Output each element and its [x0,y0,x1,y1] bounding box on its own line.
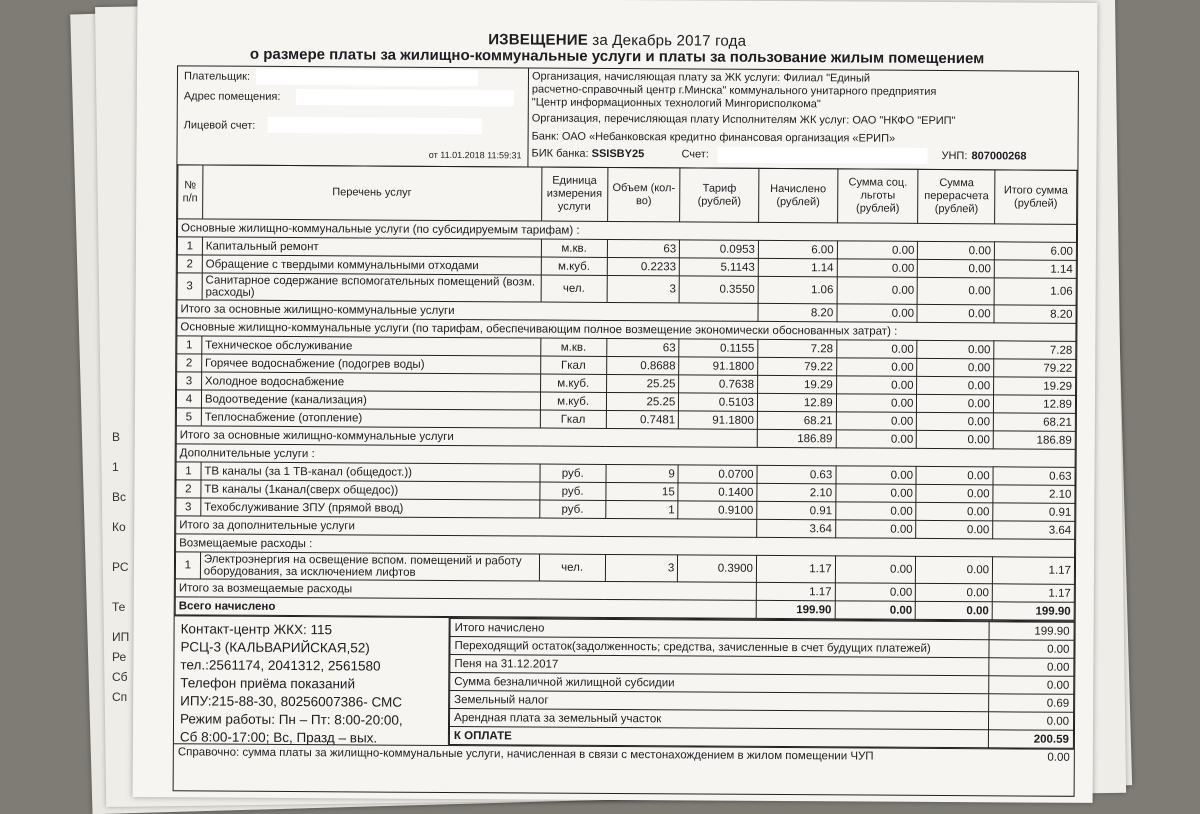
account-label: Лицевой счет: [183,119,256,132]
title-word: ИЗВЕЩЕНИЕ [488,31,589,49]
row-number: 1 [175,552,200,579]
back-sheet-text: Ко [112,520,126,534]
table-header-row [178,165,1077,224]
subtotal-benefit: 0.00 [837,304,918,322]
subtotal-label: Итого за дополнительные услуги [176,516,757,538]
grand-total-label: Всего начислено [175,597,756,619]
recalc-cell: 0.00 [917,394,994,412]
col-recalc: Сумма перерасчета (рублей) [918,169,995,223]
total-cell: 2.10 [993,485,1075,503]
contact-block [174,616,450,745]
tariff-cell: 0.1400 [678,483,757,501]
row-number: 5 [176,408,201,426]
back-sheet-text: Сб [112,670,128,684]
contact-line-1: Контакт-центр ЖКХ: 115 [180,621,333,638]
unp-label: УНП: [941,149,968,163]
unit-cell: чел. [541,275,607,302]
tariff-cell: 91.1800 [679,411,758,429]
summary-value: 0.69 [989,694,1074,713]
bank-details-line [531,147,1073,164]
recalc-cell: 0.00 [917,358,994,376]
service-name: ТВ каналы (за 1 ТВ-канал (общедост.)) [201,462,540,482]
summary-label: Сумма безналичной жилищной субсидии [450,672,989,693]
total-cell: 1.14 [994,260,1076,278]
service-name: Водоотведение (канализация) [201,390,540,410]
payer-block [177,66,529,167]
summary-value: 199.90 [989,622,1074,641]
benefit-cell: 0.00 [836,376,917,394]
back-sheet-text: В [112,430,121,444]
summary-value: 200.59 [988,730,1073,749]
bank-account-redacted [717,147,927,164]
charged-cell: 1.17 [756,555,835,582]
service-name: Теплоснабжение (отопление) [201,408,540,428]
charged-cell: 2.10 [757,483,836,501]
contact-line-2: РСЦ-3 (КАЛЬВАРИЙСКАЯ,52) [180,639,370,656]
subtotal-total: 3.64 [993,521,1075,539]
service-name: Техническое обслуживание [202,336,541,356]
unit-cell: руб. [539,500,605,518]
summary-value: 0.00 [989,712,1074,731]
volume-cell: 63 [607,338,680,356]
unit-cell: м.куб. [540,374,606,392]
volume-cell: 0.2233 [607,257,680,275]
grand-total-charged: 199.90 [756,600,835,618]
volume-cell: 63 [607,239,680,257]
summary-label: Итого начислено [450,618,989,639]
subtotal-charged: 1.17 [756,582,835,600]
service-name: Холодное водоснабжение [201,372,540,392]
row-number: 1 [176,462,201,480]
volume-cell: 25.25 [606,392,679,410]
service-name: Санитарное содержание вспомогательных помещений (возм. расходы) [202,273,541,302]
payer-redacted [256,69,478,86]
col-unit: Единица измерения услуги [541,167,608,221]
tariff-cell: 0.3900 [678,555,757,582]
row-number: 1 [177,336,202,354]
col-charged: Начислено (рублей) [759,168,838,222]
row-number: 3 [177,372,202,390]
recalc-cell: 0.00 [918,277,995,304]
service-name: Электроэнергия на освещение вспом. помещений и работу оборудования, за исключением лифтов [200,552,539,581]
recalc-cell: 0.00 [916,502,993,520]
volume-cell: 0.7481 [606,410,679,428]
recalc-cell: 0.00 [917,340,994,358]
section-title: Основные жилищно-коммунальные услуги (по субсидируемым тарифам) : [177,219,1076,242]
row-number: 4 [176,390,201,408]
col-tariff: Тариф (рублей) [680,168,759,222]
total-cell: 0.91 [993,503,1075,521]
recalc-cell: 0.00 [918,241,995,259]
row-number: 2 [177,354,202,372]
charged-cell: 0.91 [757,501,836,519]
org-line-3: "Центр информационных технологий Мингорисполкома" [531,96,821,111]
subtotal-benefit: 0.00 [835,520,916,538]
unit-cell: м.кв. [541,239,607,257]
subtotal-benefit: 0.00 [836,430,917,448]
title-period: за Декабрь 2017 года [587,31,747,50]
volume-cell: 0.8688 [606,356,679,374]
tariff-cell: 5.1143 [680,258,759,276]
total-cell: 1.06 [994,278,1076,305]
grand-total-benefit: 0.00 [835,601,916,619]
tariff-cell: 0.5103 [679,393,758,411]
benefit-cell: 0.00 [836,394,917,412]
org-line-2: расчетно-справочный центр г.Минска" коммунального унитарного предприятия [531,83,937,98]
account-redacted [268,117,482,134]
subtotal-recalc: 0.00 [917,430,994,448]
subtotal-label: Итого за основные жилищно-коммунальные услуги [176,426,757,448]
row-number: 2 [176,480,201,498]
volume-cell: 25.25 [606,374,679,392]
charged-cell: 1.06 [758,276,837,303]
back-sheet-text: Те [112,600,126,614]
contact-line-7: Сб 8:00-17:00; Вс, Празд – вых. [179,729,378,746]
charged-cell: 79.22 [758,357,837,375]
org-line-1: Организация, начисляющая плату за ЖК услуги: Филиал "Единый [531,70,871,85]
unit-cell: м.куб. [541,257,607,275]
subtotal-charged: 186.89 [757,429,836,447]
total-cell: 19.29 [994,377,1076,395]
col-service: Перечень услуг [202,165,541,221]
row-number: 2 [177,255,202,273]
summary-value: 0.00 [989,658,1074,677]
charged-cell: 12.89 [757,393,836,411]
bank-line: Банк: ОАО «Небанковская кредитно финансовая организация «ЕРИП» [531,130,896,145]
bik-value: SSISBY25 [591,147,645,161]
benefit-cell: 0.00 [836,466,917,484]
subtotal-label: Итого за основные жилищно-коммунальные услуги [177,300,758,322]
row-number: 1 [177,237,202,255]
tariff-cell: 0.3550 [679,276,758,303]
total-cell: 79.22 [994,359,1076,377]
bill-frame [173,65,1079,796]
summary-value: 0.00 [989,676,1074,695]
subtotal-recalc: 0.00 [916,583,993,601]
service-name: Обращение с твердыми коммунальными отходами [202,255,541,275]
service-name: Капитальный ремонт [202,237,541,257]
section-title: Дополнительные услуги : [176,444,1075,467]
charged-cell: 6.00 [758,240,837,258]
total-cell: 6.00 [994,242,1076,260]
contact-line-5: ИПУ:215-88-30, 80256007386- СМС [180,693,403,710]
service-name: ТВ каналы (1канал(сверх общедос)) [201,480,540,500]
recalc-cell: 0.00 [917,412,994,430]
total-cell: 7.28 [994,341,1076,359]
reference-label: Справочно: сумма платы за жилищно-коммунальные услуги, начисленная в связи с местонахождением в жилом помещении ЧУП [177,746,874,763]
unit-cell: чел. [539,554,605,581]
back-sheet-text: Сп [112,690,128,704]
document-subtitle: о размере платы за жилищно-коммунальные услуги и платы за пользование жилым помещением [249,45,985,68]
subtotal-label: Итого за возмещаемые расходы [175,579,756,601]
summary-value: 0.00 [989,640,1074,659]
grand-total-recalc: 0.00 [916,601,993,619]
volume-cell: 3 [607,275,680,302]
recalc-cell: 0.00 [916,466,993,484]
recalc-cell: 0.00 [917,376,994,394]
subtotal-benefit: 0.00 [835,583,916,601]
charged-cell: 0.63 [757,465,836,483]
unit-cell: м.кв. [540,338,606,356]
tariff-cell: 0.1155 [679,339,758,357]
address-label: Адрес помещения: [183,90,281,103]
benefit-cell: 0.00 [837,259,918,277]
summary-label: Пеня на 31.12.2017 [450,654,989,675]
total-cell: 1.17 [993,557,1075,584]
col-volume: Объем (кол-во) [607,167,680,221]
back-sheet-text: ИП [112,630,130,644]
grand-total-total: 199.90 [992,602,1074,620]
summary-label: Земельный налог [450,690,989,711]
section-title: Возмещаемые расходы : [176,534,1075,557]
reference-value: 0.00 [1047,751,1070,764]
tariff-cell: 0.0953 [680,240,759,258]
subtotal-total: 186.89 [993,431,1075,449]
volume-cell: 15 [606,482,679,500]
contact-line-6: Режим работы: Пн – Пт: 8:00-20:00, [179,711,403,728]
subtotal-recalc: 0.00 [917,304,994,322]
subtotal-charged: 8.20 [758,303,837,321]
summary-table [449,618,1075,749]
charged-cell: 7.28 [758,339,837,357]
benefit-cell: 0.00 [836,358,917,376]
summary-label: К ОПЛАТЕ [449,726,988,747]
volume-cell: 1 [606,500,679,518]
total-cell: 12.89 [994,395,1076,413]
tariff-cell: 0.9100 [678,501,757,519]
charged-cell: 68.21 [757,411,836,429]
executor-line: Организация, перечисляющая плату Исполнителям ЖК услуг: ОАО "НКФО "ЕРИП" [531,112,956,128]
subtotal-total: 1.17 [992,584,1074,602]
back-sheet-text: Ре [112,650,127,664]
subtotal-total: 8.20 [994,305,1076,323]
services-table [175,164,1078,620]
contact-line-4: Телефон приёма показаний [180,675,356,692]
total-cell: 0.63 [993,467,1075,485]
benefit-cell: 0.00 [836,340,917,358]
benefit-cell: 0.00 [836,412,917,430]
charged-cell: 19.29 [758,375,837,393]
unp-value: 807000268 [971,150,1027,163]
contact-line-3: тел.:2561174, 2041312, 2561580 [180,657,381,674]
volume-cell: 3 [605,554,678,581]
bik-label: БИК банка: [531,147,589,160]
utility-bill-document [133,0,1098,803]
unit-cell: Гкал [540,356,606,374]
tariff-cell: 0.7638 [679,375,758,393]
total-cell: 68.21 [993,413,1075,431]
col-benefit: Сумма соц. льготы (рублей) [837,169,918,223]
back-sheet-text: РС [112,560,129,574]
unit-cell: руб. [539,482,605,500]
benefit-cell: 0.00 [835,502,916,520]
row-number: 3 [176,498,201,516]
summary-label: Переходящий остаток(задолженность; средства, зачисленные в счет будущих платежей) [450,636,989,657]
benefit-cell: 0.00 [836,484,917,502]
back-sheet-text: Вс [112,490,127,504]
bank-account-label: Счет: [681,148,709,161]
section-title: Основные жилищно-коммунальные услуги (по тарифам, обеспечивающим полное возмещение экономически обоснованных затрат) : [177,318,1076,341]
charged-cell: 1.14 [758,258,837,276]
service-name: Техобслуживание ЗПУ (прямой ввод) [201,498,540,518]
row-number: 3 [177,273,202,300]
payer-label: Плательщик: [183,70,251,83]
date-note: от 11.01.2018 11:59:31 [428,149,522,161]
unit-cell: руб. [540,464,606,482]
tariff-cell: 0.0700 [678,465,757,483]
unit-cell: м.куб. [540,392,606,410]
unit-cell: Гкал [540,410,606,428]
summary-label: Арендная плата за земельный участок [450,708,989,729]
col-total: Итого сумма (рублей) [995,170,1077,224]
service-name: Горячее водоснабжение (подогрев воды) [202,354,541,374]
benefit-cell: 0.00 [837,241,918,259]
subtotal-recalc: 0.00 [916,520,993,538]
volume-cell: 9 [606,464,679,482]
organization-block [527,68,1078,170]
subtotal-charged: 3.64 [757,519,836,537]
benefit-cell: 0.00 [835,556,916,583]
col-no: № п/п [178,165,203,219]
recalc-cell: 0.00 [916,484,993,502]
tariff-cell: 91.1800 [679,357,758,375]
back-sheet-text: 1 [112,460,119,474]
recalc-cell: 0.00 [918,259,995,277]
recalc-cell: 0.00 [916,556,993,583]
address-redacted [296,89,514,106]
benefit-cell: 0.00 [837,277,918,304]
